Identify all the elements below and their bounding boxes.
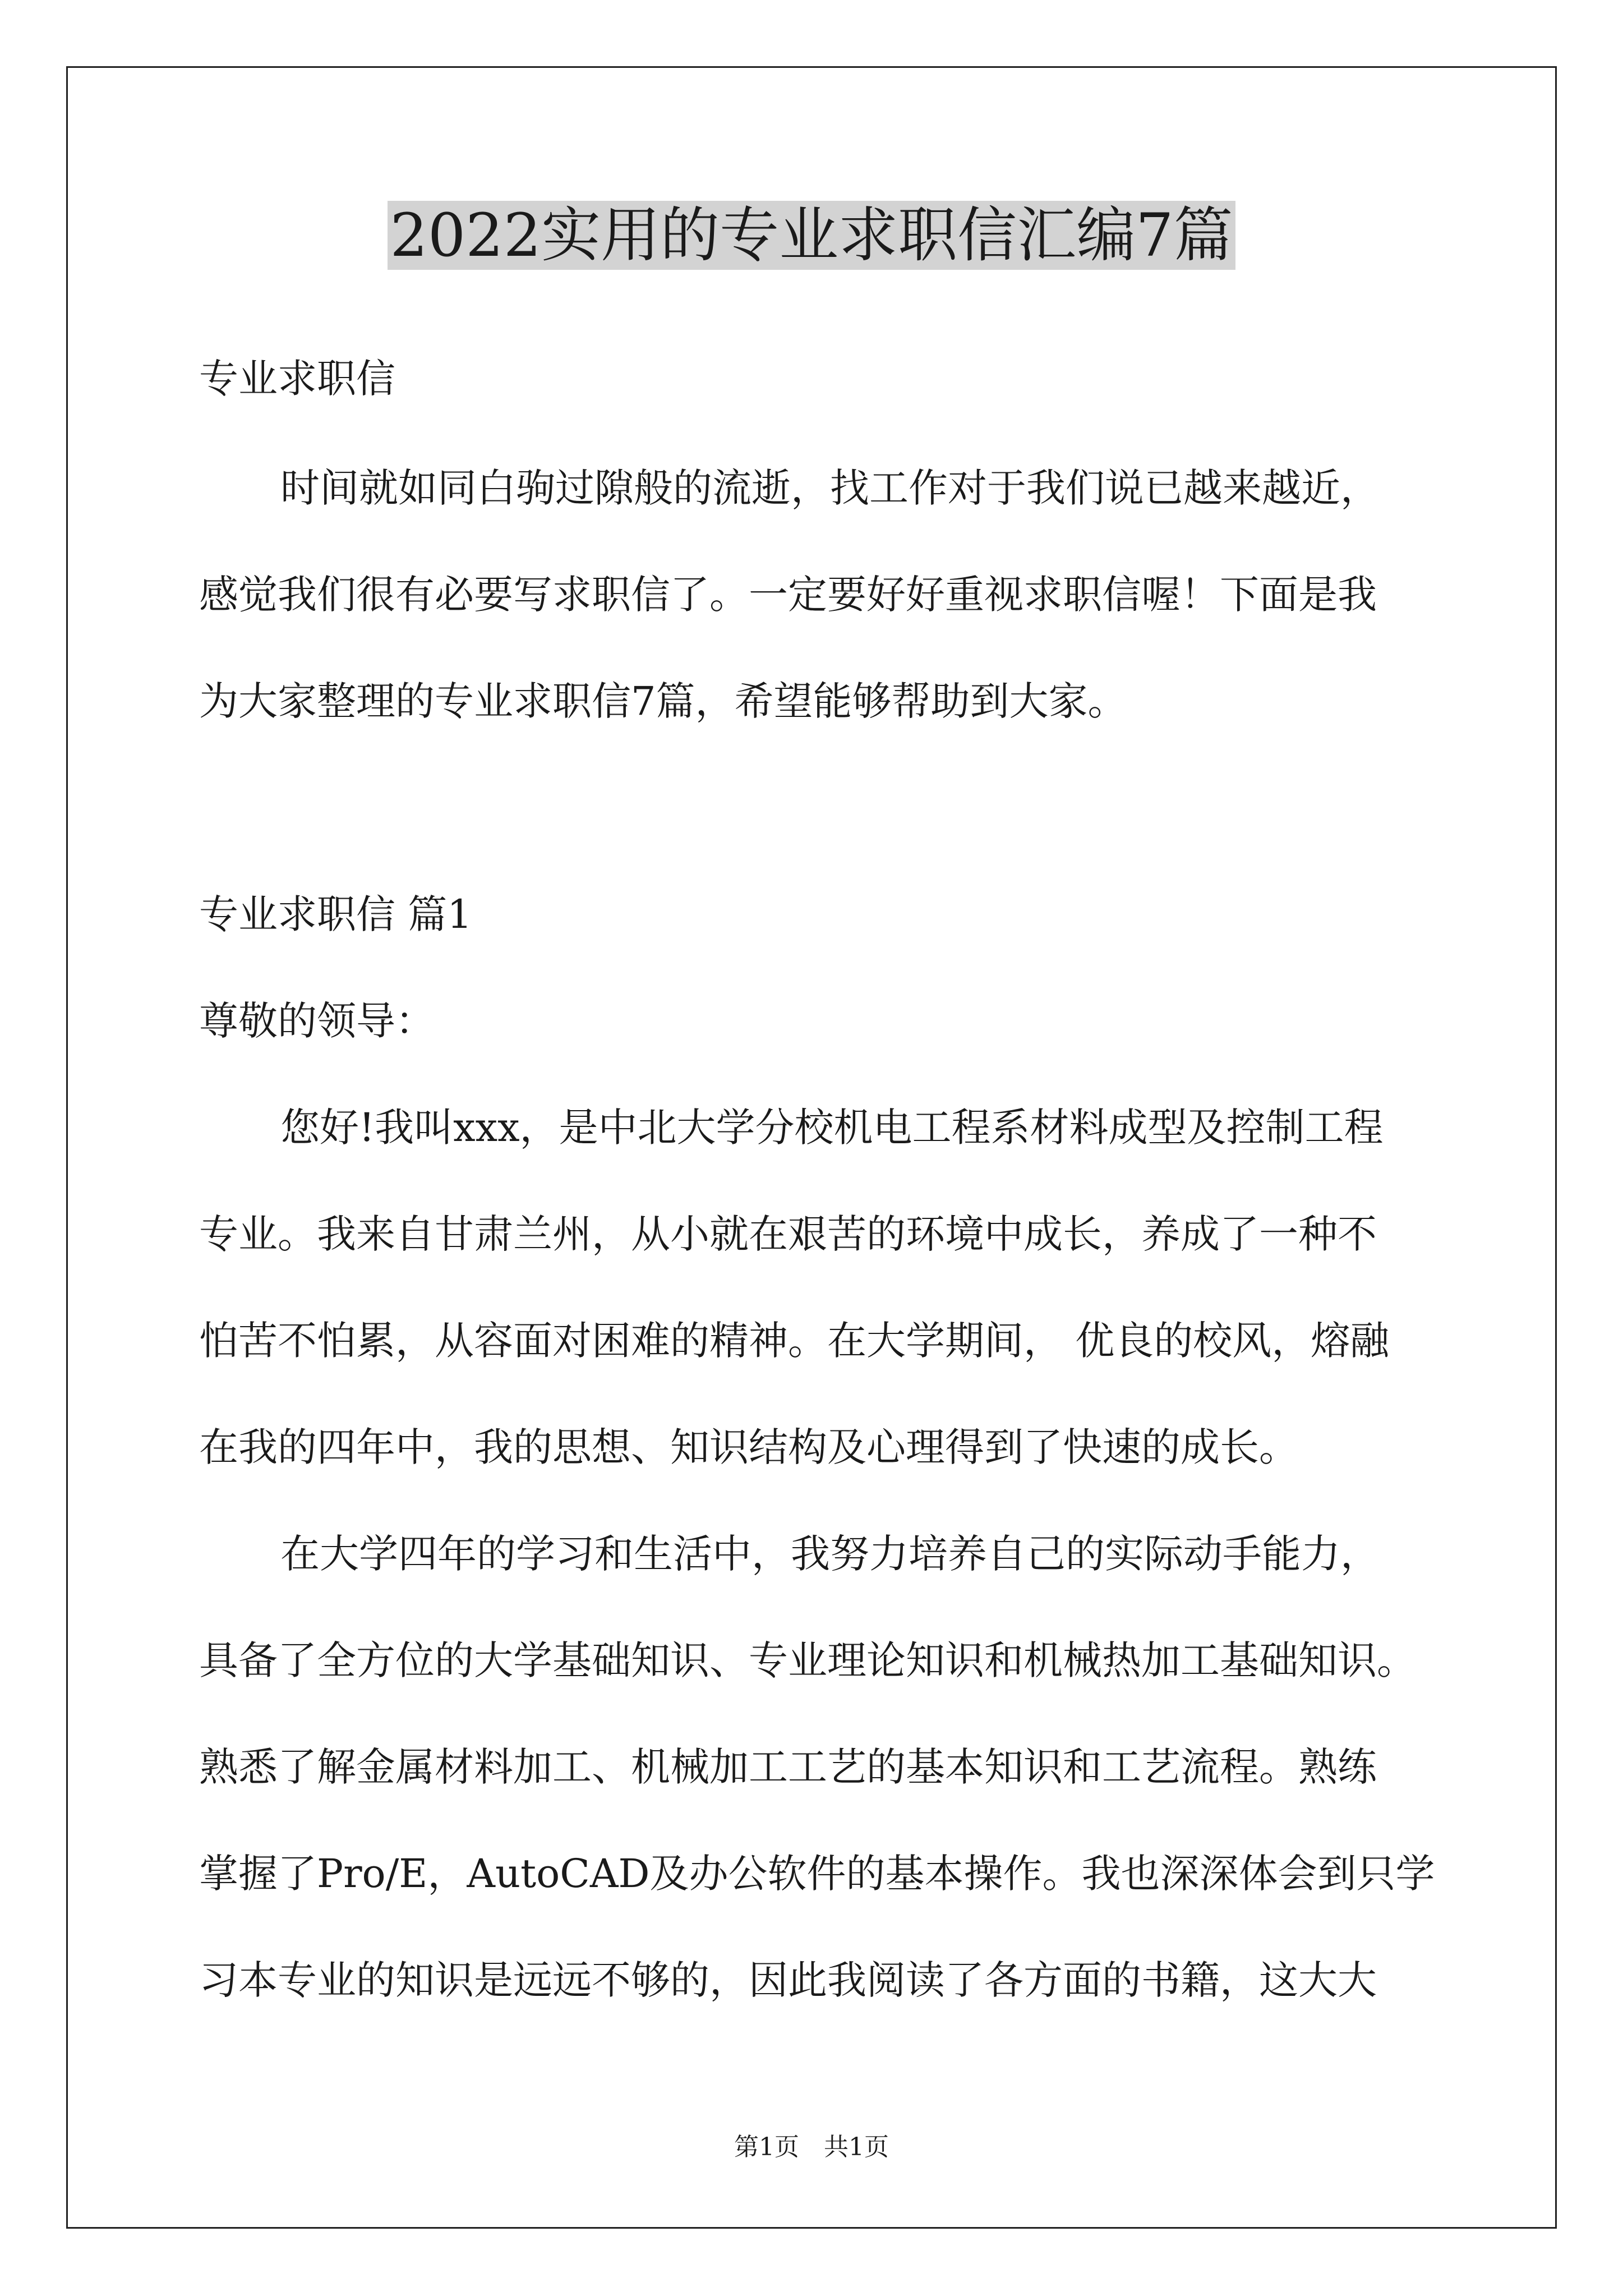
section-heading: 专业求职信 篇1 [199,891,472,937]
intro-line: 为大家整理的专业求职信7篇，希望能够帮助到大家。 [199,678,1127,724]
document-title-text: 2022实用的专业求职信汇编7篇 [388,201,1235,270]
body-line: 专业。我来自甘肃兰州，从小就在艰苦的环境中成长，养成了一种不 [199,1211,1377,1257]
body-line: 掌握了Pro/E，AutoCAD及办公软件的基本操作。我也深深体会到只学 [199,1851,1435,1897]
body-line: 在大学四年的学习和生活中，我努力培养自己的实际动手能力， [280,1531,1380,1577]
body-line: 习本专业的知识是远远不够的，因此我阅读了各方面的书籍，这大大 [199,1957,1377,2003]
body-line: 在我的四年中，我的思想、知识结构及心理得到了快速的成长。 [199,1424,1298,1470]
document-title [0,199,1623,272]
body-line: 您好!我叫xxx，是中北大学分校机电工程系材料成型及控制工程 [280,1105,1384,1151]
intro-heading: 专业求职信 [199,356,395,402]
body-line: 具备了全方位的大学基础知识、专业理论知识和机械热加工基础知识。 [199,1637,1416,1683]
salutation: 尊敬的领导： [199,998,435,1044]
intro-line: 感觉我们很有必要写求职信了。一定要好好重视求职信喔！下面是我 [199,572,1377,618]
page-footer: 第1页 共1页 [734,2133,889,2161]
body-line: 怕苦不怕累，从容面对困难的精神。在大学期间， 优良的校风，熔融 [199,1318,1390,1364]
body-line: 熟悉了解金属材料加工、机械加工工艺的基本知识和工艺流程。熟练 [199,1744,1377,1790]
intro-line: 时间就如同白驹过隙般的流逝，找工作对于我们说已越来越近， [280,465,1380,511]
